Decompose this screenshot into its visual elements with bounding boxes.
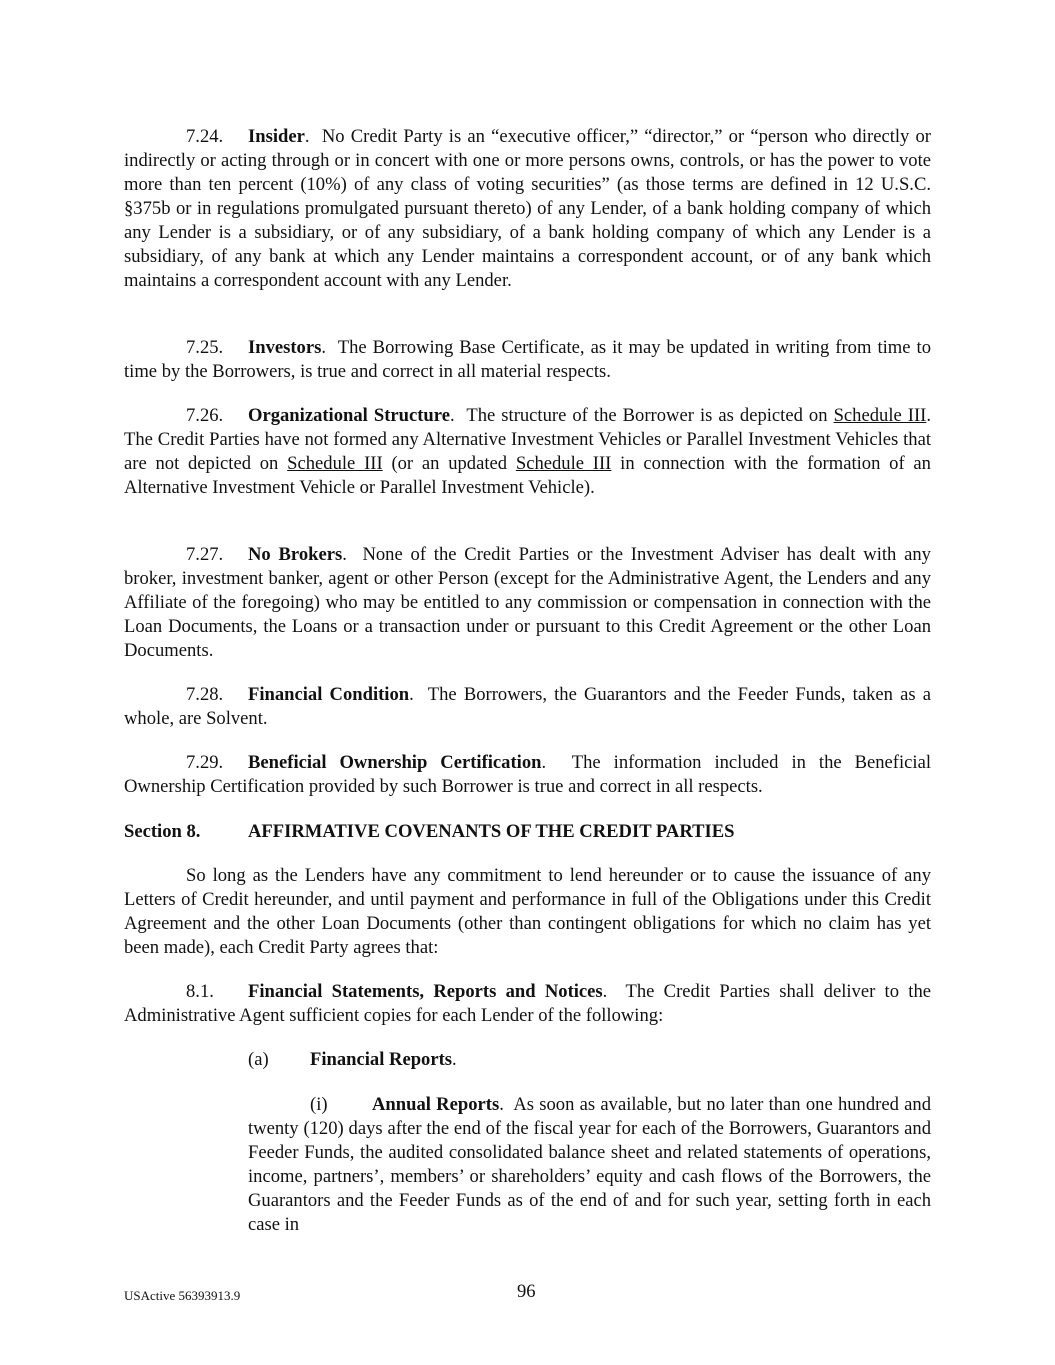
section-7-28: 7.28. Financial Condition. The Borrowers, the Guarantors and the Feeder Funds, taken as a whole, are Solvent. (124, 684, 932, 729)
section-7-26: 7.26. Organizational Structure. The structure of the Borrower is as depicted on Schedule III. The Credit Parties have not formed any Alternative Investment Vehicles or Parallel Investment Vehicles that are not depicted on Schedule III (or an updated Schedule III in connection with the formation of an Alternative Investment Vehicle or Parallel Investment Vehicle). (124, 405, 932, 498)
section-text: The Borrowers, the Guarantors and the Feeder Funds, taken as a whole, are Solvent. (124, 684, 932, 729)
subsection-a: (a) Financial Reports. (248, 1049, 457, 1070)
subsection-number: (a) (248, 1049, 269, 1070)
section-heading: Financial Condition (248, 684, 410, 705)
section-8-heading (124, 820, 931, 844)
page-number: 96 (517, 1281, 536, 1302)
section-7-27: 7.27. No Brokers. None of the Credit Parties or the Investment Adviser has dealt with any broker, investment banker, agent or other Person (except for the Administrative Agent, the Lenders and any Affiliate of the foregoing) who may be entitled to any commission or compensation in connection with the Loan Documents, the Loans or a transaction under or pursuant to this Credit Agreement or the other Loan Documents. (124, 544, 931, 661)
subsection-heading: Annual Reports (372, 1094, 500, 1115)
section-text: No Credit Party is an “executive officer,” “director,” or “person who directly or indirectly or acting through or in concert with one or more persons owns, controls, or has the power to vote more than ten percent (10%) of any class of voting securities” (as those terms are defined in 12 U.S.C. §375b or in regulations promulgated pursuant thereto) of any Lender, of a bank holding company of which any Lender is a subsidiary, or of any subsidiary, of a bank holding company of which any Lender is a subsidiary, of any bank at which any Lender maintains a correspondent account, or of any bank which maintains a correspondent account with any Lender. (124, 126, 931, 291)
section-number: 7.26. (186, 405, 224, 426)
schedule-reference: Schedule III (833, 405, 927, 426)
section-heading: No Brokers (248, 544, 343, 565)
section-7-29: 7.29. Beneficial Ownership Certification. The information included in the Beneficial Ownership Certification provided by such Borrower is true and correct in all respects. (124, 752, 932, 797)
section-text: (or an updated (391, 453, 508, 474)
section-text: The information included in the Beneficial Ownership Certification provided by such Borrower is true and correct in all respects. (124, 752, 932, 797)
section-8-intro (124, 864, 931, 960)
document-id: USActive 56393913.9 (124, 1288, 241, 1303)
section-number: 7.27. (186, 544, 224, 565)
subsection-a-i: (i) Annual Reports. As soon as available, but no later than one hundred and twenty (120) days after the end of the fiscal year for each of the Borrowers, Guarantors and Feeder Funds, the audited consolidated balance sheet and related statements of operations, income, partners’, members’ or shareholders’ equity and cash flows of the Borrowers, the Guarantors and the Feeder Funds as of the end of and for such year, setting forth in each case in (248, 1094, 932, 1235)
section-text: The Borrowing Base Certificate, as it may be updated in writing from time to time by the Borrowers, is true and correct in all material respects. (124, 337, 931, 382)
section-number: 7.25. (186, 337, 224, 358)
section-heading: Financial Statements, Reports and Notices (248, 981, 603, 1002)
section-7-24: 7.24. Insider. No Credit Party is an “executive officer,” “director,” or “person who directly or indirectly or acting through or in concert with one or more persons owns, controls, or has the power to vote more than ten percent (10%) of any class of voting securities” (as those terms are defined in 12 U.S.C. §375b or in regulations promulgated pursuant thereto) of any Lender, of a bank holding company of which any Lender is a subsidiary, or of any subsidiary, of a bank holding company of which any Lender is a subsidiary, of any bank at which any Lender maintains a correspondent account, or of any bank which maintains a correspondent account with any Lender. (124, 126, 931, 291)
section-text: . The Credit Parties have not formed any Alternative Investment Vehicles or Parallel Investment Vehicles that are not depicted on (124, 405, 932, 474)
section-7-25: 7.25. Investors. The Borrowing Base Certificate, as it may be updated in writing from time to time by the Borrowers, is true and correct in all material respects. (124, 337, 931, 382)
section-number: 7.28. (186, 684, 224, 705)
intro-text: So long as the Lenders have any commitment to lend hereunder or to cause the issuance of any Letters of Credit hereunder, and until payment and performance in full of the Obligations under this Credit Agreement and the other Loan Documents (other than contingent obligations for which no claim has yet been made), each Credit Party agrees that: (124, 865, 931, 958)
section-text: None of the Credit Parties or the Investment Adviser has dealt with any broker, investment banker, agent or other Person (except for the Administrative Agent, the Lenders and any Affiliate of the foregoing) who may be entitled to any commission or compensation in connection with the Loan Documents, the Loans or a transaction under or pursuant to this Credit Agreement or the other Loan Documents. (124, 544, 931, 661)
section-heading: Investors (248, 337, 322, 358)
section-heading: Beneficial Ownership Certification (248, 752, 542, 773)
section-text: The structure of the Borrower is as depicted on (466, 405, 828, 426)
section-title: AFFIRMATIVE COVENANTS OF THE CREDIT PARTIES (248, 821, 735, 842)
section-text: in connection with the formation of an Alternative Investment Vehicle or Parallel Investment Vehicle). (124, 453, 931, 498)
section-text: The Credit Parties shall deliver to the Administrative Agent sufficient copies for each Lender of the following: (124, 981, 931, 1026)
schedule-reference: Schedule III (515, 453, 612, 474)
section-number: 7.24. (186, 126, 224, 147)
section-8-1: 8.1. Financial Statements, Reports and Notices. The Credit Parties shall deliver to the Administrative Agent sufficient copies for each Lender of the following: (124, 981, 931, 1026)
section-label: Section 8. (124, 821, 201, 842)
section-heading: Insider (248, 126, 305, 147)
subsection-heading: Financial Reports (310, 1049, 453, 1070)
subsection-number: (i) (310, 1094, 328, 1115)
section-heading: Organizational Structure (248, 405, 450, 426)
schedule-reference: Schedule III (287, 453, 383, 474)
subsection-text: As soon as available, but no later than one hundred and twenty (120) days after the end of the fiscal year for each of the Borrowers, Guarantors and Feeder Funds, the audited consolidated balance sheet and related statements of operations, income, partners’, members’ or shareholders’ equity and cash flows of the Borrowers, the Guarantors and the Feeder Funds as of the end of and for such year, setting forth in each case in (248, 1094, 932, 1235)
section-number: 8.1. (186, 981, 214, 1002)
section-number: 7.29. (186, 752, 224, 773)
